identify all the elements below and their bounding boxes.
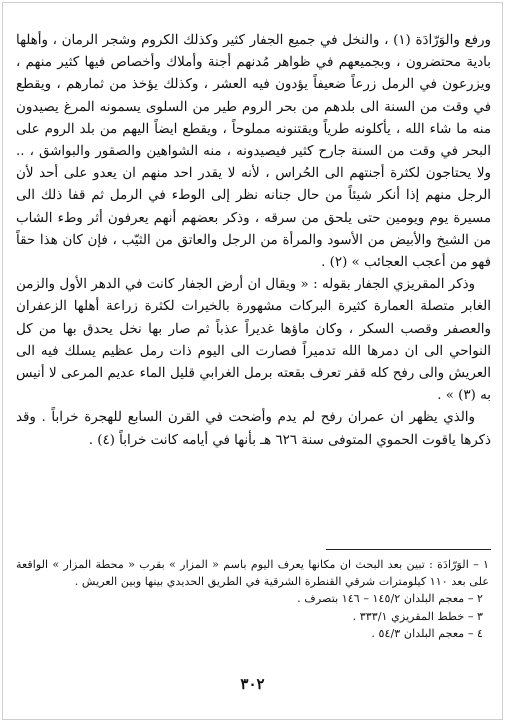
page-number: ٣٠٢: [240, 675, 265, 693]
paragraph: والذي يظهر ان عمران رفح لم يدم وأضحت في القرن السابع للهجرة خراباً . وقد ذكرها ياقوت الحموي المتوفى سنة ٦٢٦ هـ بأنها في أيامه كانت خراباً (٤) .: [16, 410, 491, 448]
footnote: ٤ – معجم البلدان ٥٤/٣ .: [371, 626, 483, 640]
footnotes: [16, 556, 489, 642]
main-text: [16, 30, 491, 452]
paragraph: وذكر المقريزي الجفار بقوله : « ويقال ان أرض الجفار كانت في الدهر الأول والزمن الغابر متصلة العمارة كثيرة البركات مشهورة بالخيرات لكثرة زراعة أهلها الزعفران والعصفر وقصب السكر ، وكان ماؤها غديراً عذباً ثم صار بها نخل يحدق بها من كل النواحي الى ان دمرها الله تدميراً فصارت الى اليوم ذات رمل عظيم يسلك فيه الى العريش والى رفح كله قفر تعرف بقعته برمل الغرابي قليل الماء عديم المرعى لا أنيس به (٣) » .: [16, 277, 491, 404]
footnote: ١ – الوَرّادَة : تبين بعد البحث ان مكانها يعرف اليوم باسم « المزار » بقرب « محطة المزار » الواقعة على بعد ١١٠ كيلومترات شرقي القنطرة الشرقية في الطريق الحديدي بينها وبين العريش .: [16, 558, 489, 589]
footnote: ٢ – معجم البلدان ١٤٥/٢ – ١٤٦ بتصرف .: [297, 592, 483, 606]
paragraph: ورفع والوَرّادَة (١) ، والنخل في جميع الجفار كثير وكذلك الكروم وشجر الرمان ، وأهلها بادية محتضرون ، وبجميعهم في ظواهر مُدنهم أجنة وأملاك وأخصاص فيها كثير منهم ، ويزرعون في الرمل زرعاً ضعيفاً يؤدون فيه العشر ، وكذلك يؤخذ من ثمارهم ، ويقطع في وقت من السنة الى بلدهم من بحر الروم طير من السلوى يسمونه المرغ يصيدون منه ما شاء الله ، يأكلونه طرياً ويقتنونه مملوحاً ، ويقطع ايضاً اليهم من بلد الروم على البحر في وقت من السنة جارح كثير فيصيدونه ، منه الشواهين والصقور والبواشق ، .. ولا يحتاجون لكثرة أجنتهم الى الحُراس ، لأنه لا يقدر احد منهم ان يعدو على أحد لأن الرجل منهم إذا أنكر شيئاً من حال جنانه نظر إلى الوطء في الرمل ثم قفا ذلك الى مسيرة يوم ويومين حتى يلحق من سرقه ، وذكر بعضهم أنهم يعرفون أثر وطء الشاب من الشيخ والأبيض من الأسود والمرأة من الرجل والعاتق من الثيّب ، فإن كان هذا حقاً فهو من أعجب العجائب » (٢) .: [16, 33, 491, 271]
footnote-divider: [326, 549, 491, 550]
footnote: ٣ – خطط المقريزي ٣٣٣/١ .: [352, 609, 483, 623]
